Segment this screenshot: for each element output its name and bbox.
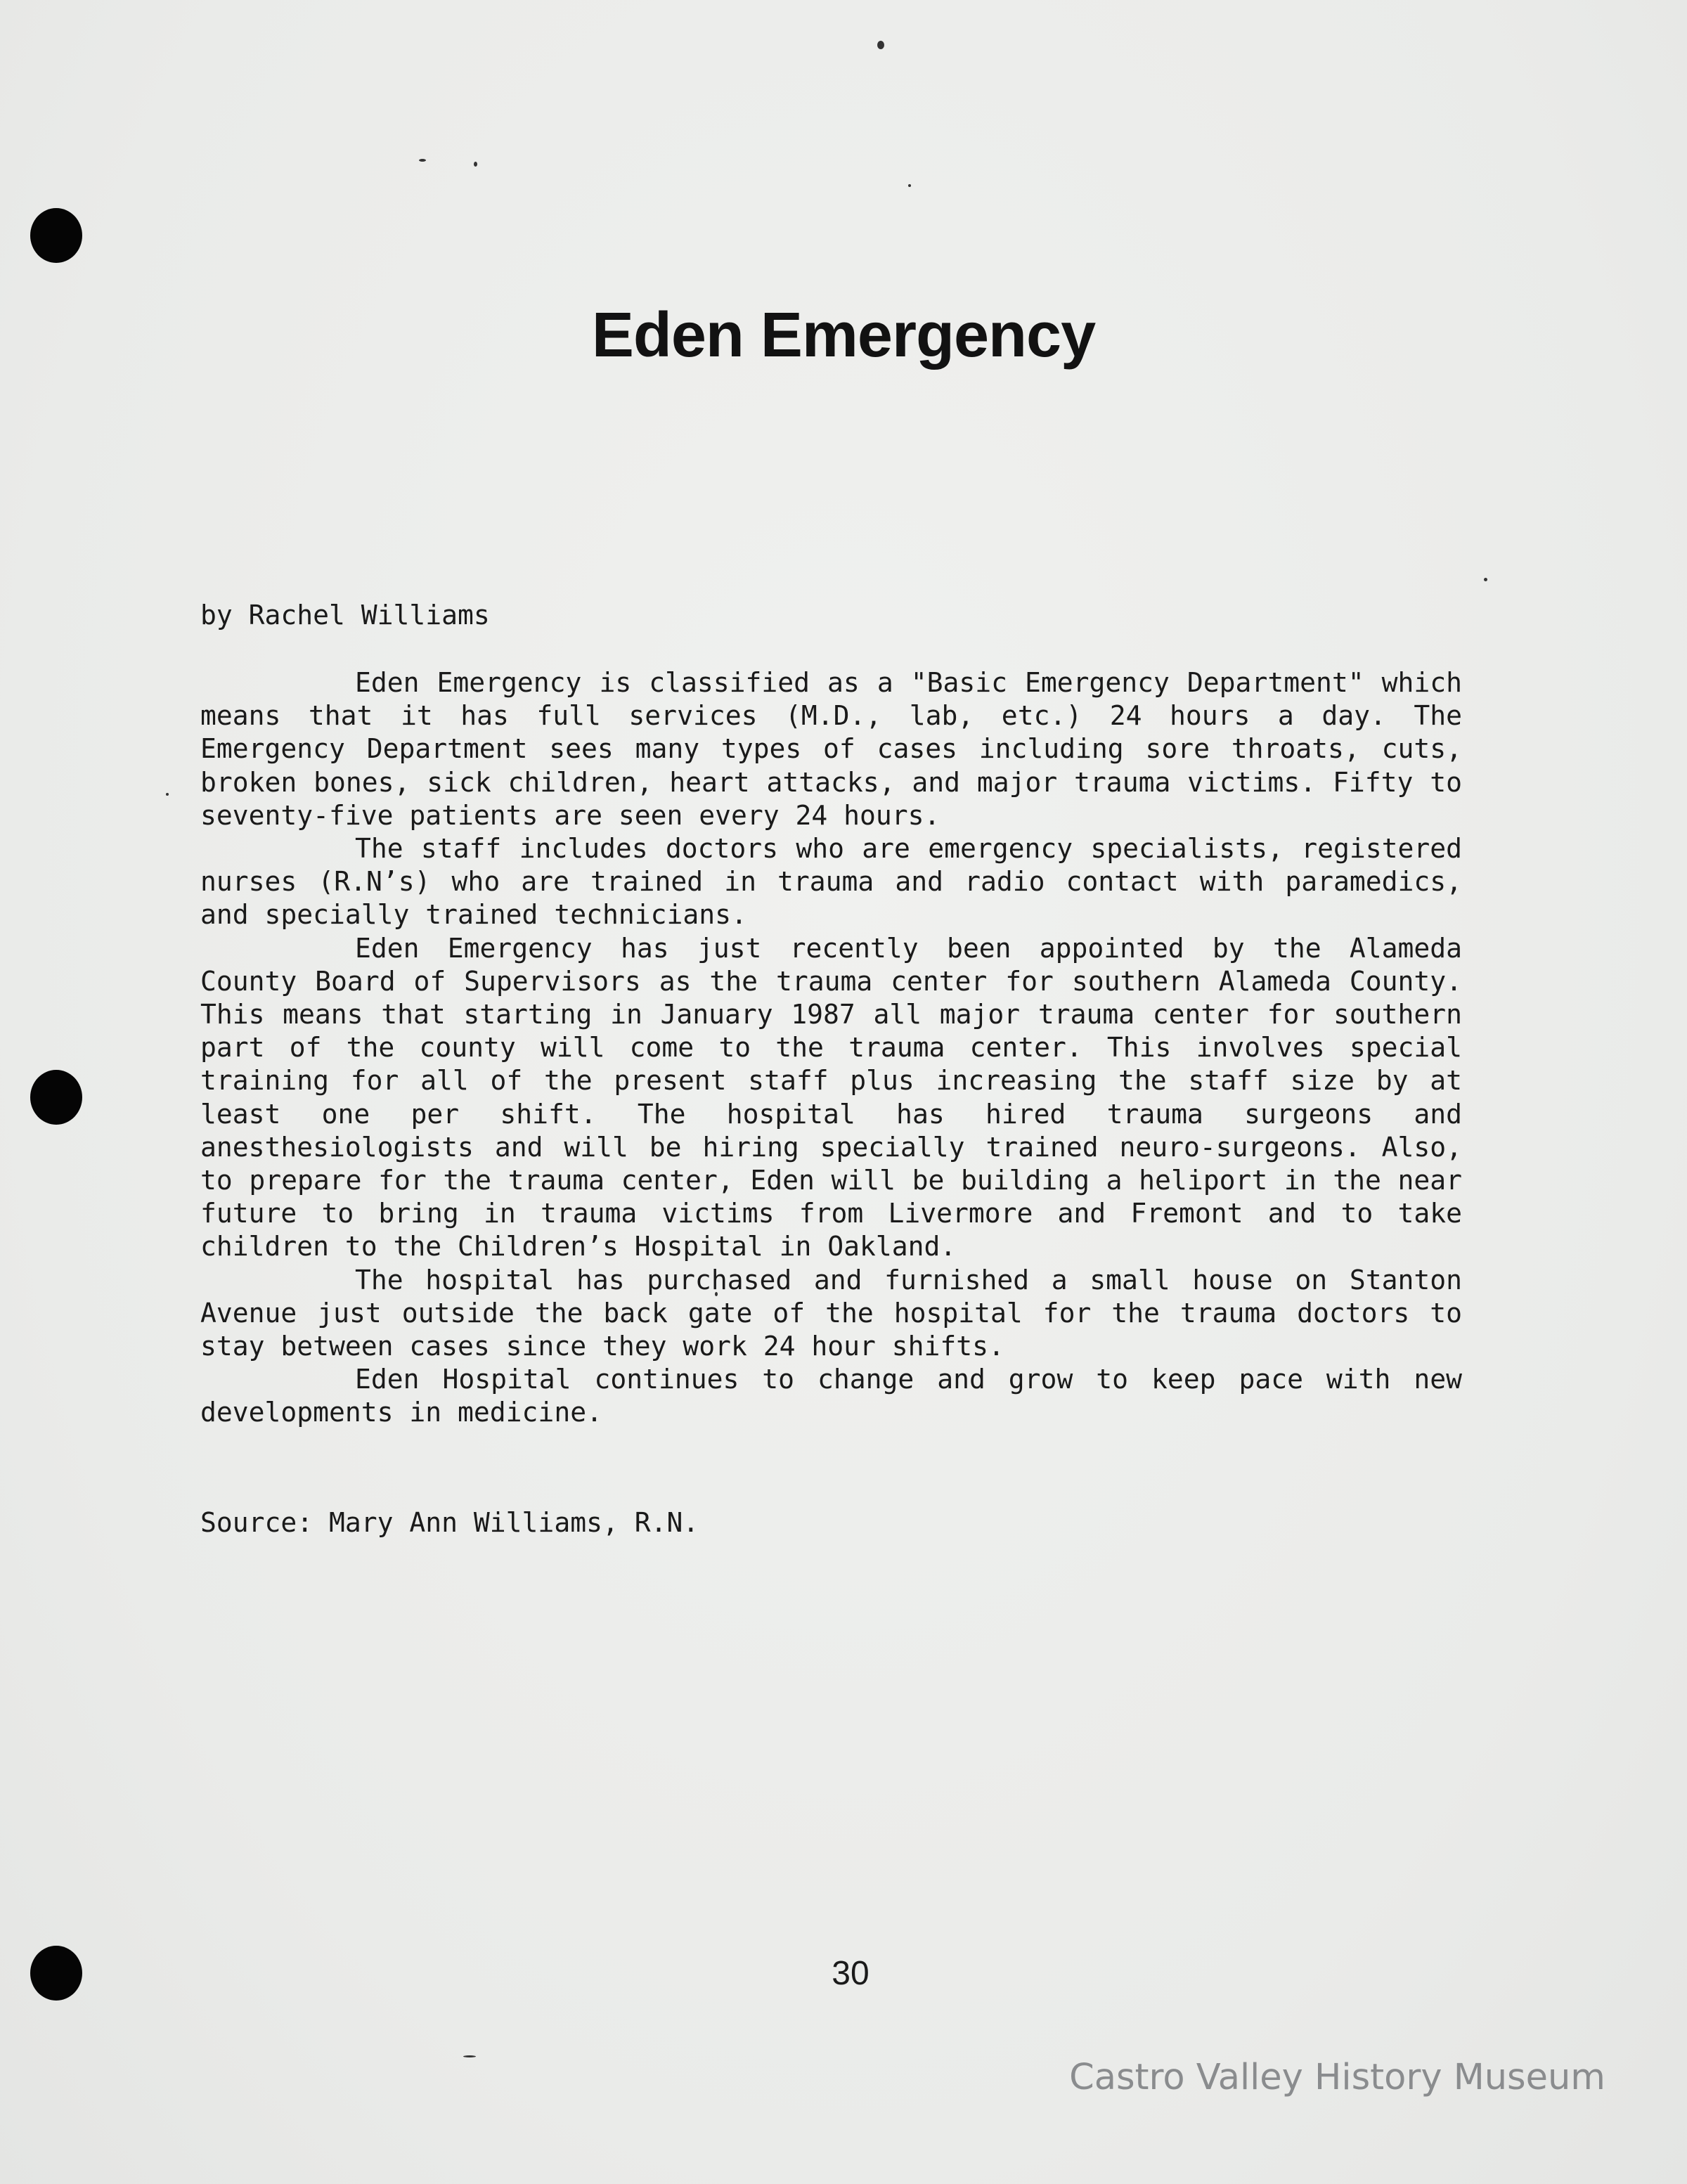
article-body xyxy=(200,666,1462,1430)
paragraph-classification: Eden Emergency is classified as a "Basic Emergency Department" which means that it has full services (M.D., lab, etc.) 24 hours a day. The Emergency Department sees many types of cases including sore throats, cuts, broken bones, sick children, heart attacks, and major trauma victims. Fifty to seventy-five patients are seen every 24 hours. xyxy=(200,667,1462,831)
scan-speck xyxy=(463,2055,476,2057)
scan-speck xyxy=(908,184,911,187)
source-credit: Source: Mary Ann Williams, R.N. xyxy=(200,1507,699,1538)
scan-speck xyxy=(166,793,169,796)
binder-hole-bottom xyxy=(30,1946,82,2001)
paragraph-house: The hospital has purchased and furnished a small house on Stanton Avenue just outside the back gate of the hospital for the trauma doctors to stay between cases since they work 24 hour shifts. xyxy=(200,1264,1462,1362)
scan-speck xyxy=(419,159,426,162)
paragraph-trauma-center: Eden Emergency has just recently been appointed by the Alameda County Board of Supervisors as the trauma center for southern Alameda County. This means that starting in January 1987 all major trauma center for southern part of the county will come to the trauma center. This involves special training for all of the present staff plus increasing the staff size by at least one per shift. The hospital has hired trauma surgeons and anesthesiologists and will be hiring specially trained neuro-surgeons. Also, to prepare for the trauma center, Eden will be building a heliport in the near future to bring in trauma victims from Livermore and Fremont and to take children to the Children’s Hospital in Oakland. xyxy=(200,932,1462,1262)
scan-speck xyxy=(1484,578,1487,581)
scan-speck xyxy=(474,162,477,167)
binder-hole-top xyxy=(30,208,82,263)
scan-speck xyxy=(877,41,884,49)
byline: by Rachel Williams xyxy=(200,600,490,631)
document-title: Eden Emergency xyxy=(591,300,1096,370)
museum-watermark: Castro Valley History Museum xyxy=(1069,2057,1605,2098)
page-number: 30 xyxy=(832,1955,870,1992)
binder-hole-middle xyxy=(30,1070,82,1125)
paragraph-staff: The staff includes doctors who are emergency specialists, registered nurses (R.N’s) who are trained in trauma and radio contact with paramedics, and specially trained technicians. xyxy=(200,833,1462,931)
paragraph-conclusion: Eden Hospital continues to change and grow to keep pace with new developments in medicine. xyxy=(200,1364,1462,1428)
